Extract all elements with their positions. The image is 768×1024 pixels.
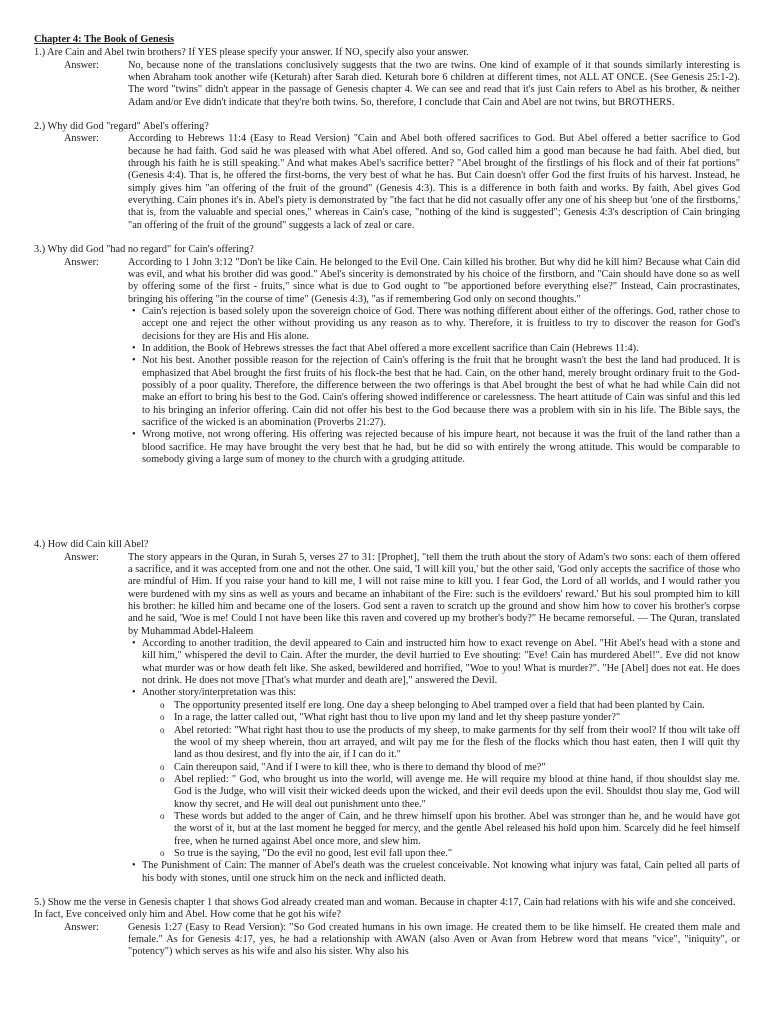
answer-2 <box>34 133 740 232</box>
list-item: • According to another tradition, the devil appeared to Cain and instructed him how to exact revenge on Abel. "Hit Abel's head with a stone and kill him," whispered the devil to Cain. After the murder, the devil hurried to Eve shouting: "Eve! Cain has murdered Abel!". Eve did not know what murder was or how death felt like. She asked, bewildered and horrified, "Woe to you! What is murder?". "He [Abel] does not eat. He does not drink. He does not move [That's what murder and death are]," answered the Devil. <box>142 638 740 687</box>
question-5 <box>34 897 740 959</box>
question-3 <box>34 244 740 466</box>
question-5-text: 5.) Show me the verse in Genesis chapter 1 that shows God already created man and woman. Because in chapter 4:17, Cain had relations with his wife and she conceived. In fact, Eve conceived only him and Abel. How come that he got his wife? <box>34 896 736 921</box>
question-4 <box>34 539 740 885</box>
answer-1-text: No, because none of the translations conclusively suggests that the two are twins. One kind of example of it that sounds similarly interesting is when Abraham took another wife (Keturah) after Sarah died. Keturah bore 6 children at different times, not ALL AT ONCE. (See Genesis 25:1-2). The word "twins" didn't appear in the passage of Genesis chapter 4. We can see and read that it's just Cain refers to Abel as his brother, & neither Adam and/or Eve didn't indicate that they're both twins. So, therefore, I conclude that Cain and Abel are not twins, but BROTHERS. <box>128 59 740 108</box>
list-item: • Wrong motive, not wrong offering. His offering was rejected because of his impure heart, not because it was the fruit of the land rather than a blood sacrifice. He may have brought the very best that he had, but he did so with entirely the wrong attitude. This would be comparable to somebody giving a large sum of money to the church with a grudging attitude. <box>142 429 740 466</box>
answer-3-text: According to 1 John 3:12 "Don't be like Cain. He belonged to the Evil One. Cain killed his brother. But why did he kill him? Because what Cain did was evil, and what his brother did was good." Abel's sincerity is demonstrated by his choice of the firstborn, and "Cain should have done so as well by offering some of the first - fruits," since what is due to God ought to "be apportioned before everything else?" Instead, Cain procrastinates, bringing his offering "in the course of time" (Genesis 4:3), "as if remembering God only on second thoughts." <box>128 256 740 305</box>
answer-2-text: According to Hebrews 11:4 (Easy to Read Version) "Cain and Abel both offered sacrifices to God. But Abel offered a better sacrifice to God because he had faith. God said he was pleased with what Abel offered. And so, God called him a good man because he had faith. Abel died, but through his faith he is still speaking." And what makes Abel's sacrifice better? "Abel brought of the firstlings of his flock and of their fat portions" (Genesis 4:4). That is, he offered the first-borns, the very best of what he has. But Cain doesn't offer God the first fruits of his harvest. Instead, he simply gives him "an offering of the fruit of the ground" (Genesis 4:3). This is a difference in both faith and works. By faith, Abel gives God everything. Cain phones it's in. Abel's piety is demonstrated by "the fact that he did not casually offer any one of his sheep but 'one of the firstborns,' that is, from the valuable and special ones," whereas in Cain's case, "nothing of the kind is suggested"; Genesis 4:3's description of Cain bringing "an offering of the fruit of the ground" suggests a lack of zeal or care. <box>128 133 740 231</box>
sub-list <box>142 700 740 860</box>
answer-5-text: Genesis 1:27 (Easy to Read Version): "So God created humans in his own image. He created them to be like himself. He created them male and female." As for Genesis 4:17, yes, he had a relationship with AWAN (also Aven or Avan from Hebrew word that means "vice", "iniquity", or "potency") which serves as his wife and also his sister. Why also his <box>128 921 740 958</box>
list-item: • The Punishment of Cain: The manner of Abel's death was the cruelest conceivable. Not knowing what injury was fatal, Cain pelted all parts of his body with stones, until one struck him on the neck and inflicted death. <box>142 860 740 885</box>
answer-3-bullets <box>132 306 740 466</box>
answer-label: Answer: <box>64 921 99 933</box>
list-item: • Cain's rejection is based solely upon the sovereign choice of God. There was nothing different about either of the offerings. God, rather chose to accept one and reject the other without providing us any reason as to why. Therefore, it is fruitless to try to discover the reason for God's decisions for they are His and His alone. <box>142 306 740 343</box>
answer-4-text: The story appears in the Quran, in Surah 5, verses 27 to 31: [Prophet], "tell them the truth about the story of Adam's two sons: each of them offered a sacrifice, and it was accepted from one and not the other. One said, 'I will kill you,' but the other said, 'God only accepts the sacrifice of those who are mindful of Him. If you raise your hand to kill me, I will not raise mine to kill you. I fear God, the Lord of all worlds, and I would rather you were burdened with my sins as well as yours and became an inhabitant of the Fire: such is the evildoers' reward.' But his soul prompted him to kill his brother: he killed him and became one of the losers. God sent a raven to scratch up the ground and show him how to cover his brother's corpse and he said, 'Woe is me! Could I not have been like this raven and covered up my brother's body?" He became remorseful. — The Quran, translated by Muhammad Abdel-Haleem <box>128 551 740 637</box>
question-1 <box>34 47 740 109</box>
question-2-text: 2.) Why did God "regard" Abel's offering? <box>34 121 209 133</box>
document-page <box>34 34 740 959</box>
answer-4-bullets <box>132 638 740 885</box>
sub-list-item: o So true is the saying, "Do the evil no good, lest evil fall upon thee." <box>174 848 740 860</box>
answer-label: Answer: <box>64 133 99 145</box>
question-1-text: 1.) Are Cain and Abel twin brothers? If YES please specify your answer. If NO, specify also your answer. <box>34 47 469 59</box>
question-2 <box>34 121 740 232</box>
sub-list-item: o Cain thereupon said, "And if I were to kill thee, who is there to demand thy blood of me?" <box>174 762 740 774</box>
answer-label: Answer: <box>64 551 99 563</box>
sub-list-item: o Abel replied: " God, who brought us into the world, will avenge me. He will require my blood at thine hand, if thou shouldst slay me. God is the Judge, who will visit their wicked deeds upon the wicked, and their evil deeds upon the evil. Shouldst thou slay me, God will know thy secret, and He will deal out punishment unto thee." <box>174 774 740 811</box>
answer-4 <box>34 552 740 638</box>
sub-list-item: o The opportunity presented itself ere long. One day a sheep belonging to Abel tramped over a field that had been planted by Cain. <box>174 700 740 712</box>
question-4-text: 4.) How did Cain kill Abel? <box>34 539 149 551</box>
answer-1 <box>34 60 740 109</box>
answer-5 <box>34 922 740 959</box>
answer-label: Answer: <box>64 256 99 268</box>
list-item: • Not his best. Another possible reason for the rejection of Cain's offering is the fruit that he brought wasn't the best the land had produced. It is emphasized that Abel brought the first fruits of his flock-the best that he had. Cain, on the other hand, merely brought ordinary fruit to the God-possibly of a poor quality. Therefore, the difference between the two offerings is that Abel brought the best of what he had while Cain did not make an effort to bring his best to the God. Cain's offering showed indifference or carelessness. The heart attitude of Cain was sinful and this led to his bringing an inferior offering. Cain did not offer his best to the God because there was a problem with sin in his life. The Bible says, the sacrifice of the wicked is an abomination (Proverbs 21:27). <box>142 355 740 429</box>
answer-label: Answer: <box>64 59 99 71</box>
list-item: • In addition, the Book of Hebrews stresses the fact that Abel offered a more excellent sacrifice than Cain (Hebrews 11:4). <box>142 343 740 355</box>
list-item-text: Another story/interpretation was this: <box>142 687 297 699</box>
chapter-title: Chapter 4: The Book of Genesis <box>34 34 175 45</box>
sub-list-item: o Abel retorted: "What right hast thou to use the products of my sheep, to make garments for thy self from their wool? If thou wilt take off the wool of my sheep wherein, thou art arrayed, and wilt pay me for the flesh of the flocks which thou hast eaten, then I will quit thy land as thou desirest, and fly into the air, if I can do it." <box>174 725 740 762</box>
answer-3 <box>34 257 740 306</box>
question-3-text: 3.) Why did God "had no regard" for Cain's offering? <box>34 244 254 256</box>
list-item <box>142 687 740 860</box>
sub-list-item: o In a rage, the latter called out, "What right hast thou to live upon my land and let thy sheep pasture yonder?" <box>174 712 740 724</box>
sub-list-item: o These words but added to the anger of Cain, and he threw himself upon his brother. Abel was stronger than he, and he would have got the worst of it, but at the last moment he begged for mercy, and the gentle Abel released his hold upon him. Scarcely did he feel himself free, when he turned against Abel once more, and slew him. <box>174 811 740 848</box>
